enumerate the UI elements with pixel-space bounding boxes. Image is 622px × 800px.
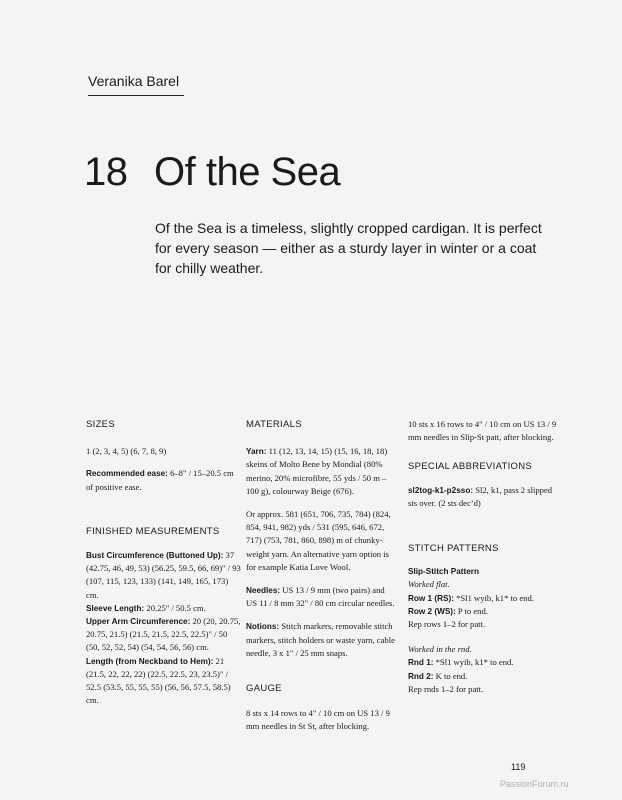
pattern-title: Of the Sea	[154, 150, 341, 194]
column-middle	[246, 418, 396, 734]
recommended-ease	[86, 467, 241, 493]
yarn-alternative: Or approx. 581 (651, 706, 735, 784) (824, 854, 941, 982) yds / 531 (595, 646, 672, 717) (753, 781, 860, 898) m of chunky-weight yarn. An alternative yarn option is for example Katia Love Wool.	[246, 509, 391, 572]
stitch-heading: STITCH PATTERNS	[408, 543, 499, 555]
repeat-rnd: Rep rnds 1–2 for patt.	[408, 683, 484, 694]
yarn-label: Yarn:	[246, 447, 267, 457]
worked-flat: Worked flat.	[408, 579, 450, 590]
length-measure	[86, 655, 241, 708]
abbrev-term: sl2tog-k1-p2sso:	[408, 485, 474, 495]
upperarm-value: 20 (20, 20.75, 20.75, 21.5) (21.5, 21.5, 22.5, 22.5)" / 50 (50, 52, 52, 54) (54, 54, 56, 56) cm.	[86, 616, 241, 653]
needles-info	[246, 584, 396, 610]
intro-paragraph: Of the Sea is a timeless, slightly cropped cardigan. It is perfect for every season — either as a sturdy layer in winter or a coat for chilly weather.	[155, 220, 542, 276]
notions-label: Notions:	[246, 622, 280, 632]
rnd-2-label: Rnd 2:	[408, 671, 434, 681]
gauge-heading: GAUGE	[246, 683, 282, 695]
abbrev-heading: SPECIAL ABBREVIATIONS	[408, 461, 533, 473]
sleeve-value: 20.25" / 50.5 cm.	[144, 602, 206, 613]
gauge-st-st: 8 sts x 14 rows to 4" / 10 cm on US 13 / 9 mm needles in St St, after blocking.	[246, 708, 390, 732]
abbrev-definition: Sl2, k1, pass 2 slipped sts over. (2 sts dec’d)	[408, 484, 553, 508]
sleeve-label: Sleeve Length:	[86, 603, 145, 613]
upperarm-measure	[86, 615, 241, 655]
row-1-label: Row 1 (RS):	[408, 593, 454, 603]
bust-measure	[86, 549, 241, 602]
rnd-1-label: Rnd 1:	[408, 658, 434, 668]
bust-label: Bust Circumference (Buttoned Up):	[86, 551, 224, 561]
sizes-heading: SIZES	[86, 419, 115, 430]
row-2	[408, 605, 558, 618]
materials-heading: MATERIALS	[246, 419, 302, 430]
bust-value: 37 (42.75, 46, 49, 53) (56.25, 59.5, 66, 69)" / 93 (107, 115, 123, 133) (141, 149, 165, 173) cm.	[86, 550, 241, 600]
row-2-value: P to end.	[455, 605, 488, 616]
page-number: 119	[511, 762, 526, 772]
gauge-slip-st: 10 sts x 16 rows to 4" / 10 cm on US 13 / 9 mm needles in Slip-St patt, after blocking.	[408, 419, 557, 443]
rnd-2	[408, 670, 558, 683]
watermark-text: PassionForum.ru	[500, 779, 569, 789]
needles-label: Needles:	[246, 586, 281, 596]
rnd-2-value: K to end.	[433, 670, 468, 681]
rnd-1-value: *Sl1 wyib, k1* to end.	[433, 657, 514, 668]
stitch-pattern-name: Slip-Stitch Pattern	[408, 567, 479, 577]
needles-value: US 13 / 9 mm (two pairs) and US 11 / 8 mm 32" / 80 cm circular needles.	[246, 585, 395, 609]
rnd-1	[408, 656, 558, 669]
notions-info	[246, 620, 396, 660]
sleeve-measure	[86, 602, 241, 615]
yarn-info	[246, 445, 396, 498]
ease-label: Recommended ease:	[86, 469, 168, 479]
repeat-flat: Rep rows 1–2 for patt.	[408, 619, 486, 630]
worked-in-rnd: Worked in the rnd.	[408, 644, 472, 655]
pattern-number: 18	[84, 150, 128, 194]
column-right	[408, 418, 558, 696]
upperarm-label: Upper Arm Circumference:	[86, 617, 191, 627]
column-left	[86, 418, 241, 707]
row-1-value: *Sl1 wyib, k1* to end.	[453, 592, 534, 603]
ease-value: 6–8" / 15–20.5 cm of positive ease.	[86, 468, 234, 492]
length-value: 21 (21.5, 22, 22, 22) (22.5, 22.5, 23, 23.5)" / 52.5 (53.5, 55, 55, 55) (56, 56, 57.5, 58.5) cm.	[86, 655, 231, 706]
notions-value: Stitch markers, removable stitch markers, stitch holders or waste yarn, cable needle, 3 x 1" / 25 mm snaps.	[246, 621, 395, 658]
row-1	[408, 592, 558, 605]
yarn-value: 11 (12, 13, 14, 15) (15, 16, 18, 18) skeins of Molto Bene by Mondial (80% merino, 20% microfibre, 55 yds / 50 m – 100 g), colourway Beige (676).	[246, 446, 388, 496]
sizes-list: 1 (2, 3, 4, 5) (6, 7, 8, 9)	[86, 446, 167, 457]
row-2-label: Row 2 (WS):	[408, 606, 456, 616]
finished-heading: FINISHED MEASUREMENTS	[86, 525, 220, 537]
author-name: Veranika Barel	[88, 73, 184, 96]
length-label: Length (from Neckband to Hem):	[86, 656, 214, 666]
abbrev-entry	[408, 484, 558, 510]
